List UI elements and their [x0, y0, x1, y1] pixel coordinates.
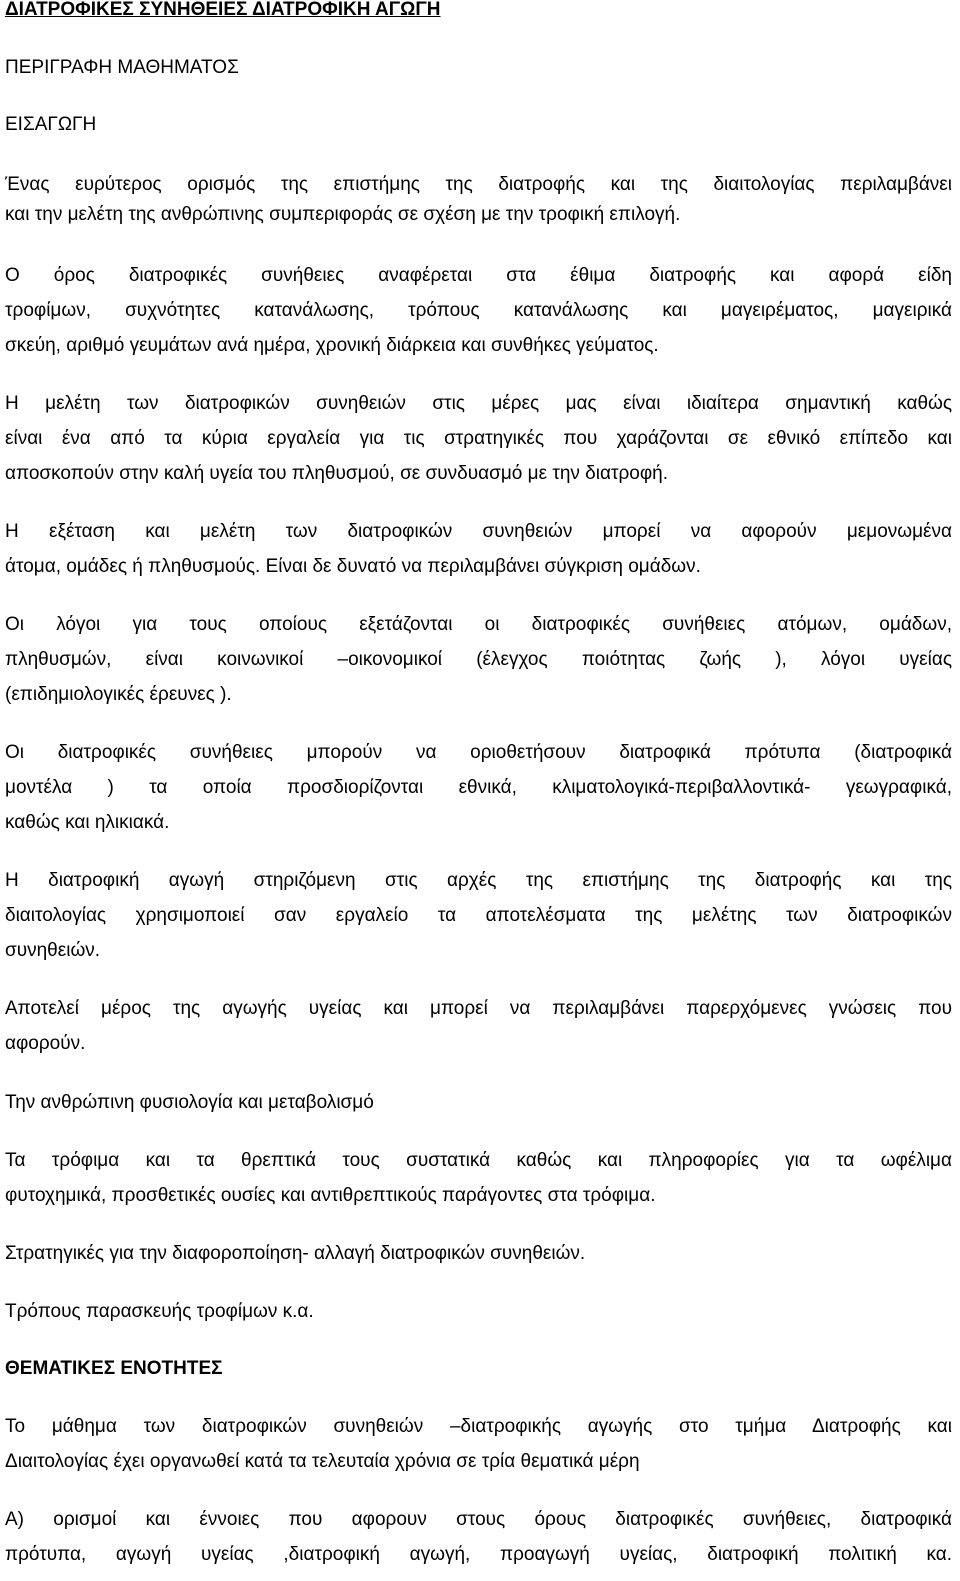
text-line: Ένας ευρύτερος ορισμός της επιστήμης της διατροφής και της διαιτολογίας περιλαμβάνει: [5, 174, 952, 195]
document-title: ΔΙΑΤΡΟΦΙΚΕΣ ΣΥΝΗΘΕΙΕΣ ΔΙΑΤΡΟΦΙΚΗ ΑΓΩΓΗ: [5, 0, 441, 20]
text-line: Οι λόγοι για τους οποίους εξετάζονται οι διατροφικές συνήθειες ατόμων, ομάδων,: [5, 614, 952, 635]
intro-heading: ΕΙΣΑΓΩΓΗ: [5, 114, 97, 135]
text-line: συνηθειών.: [5, 940, 101, 961]
course-description-heading: ΠΕΡΙΓΡΑΦΗ ΜΑΘΗΜΑΤΟΣ: [5, 57, 239, 78]
text-line: καθώς και ηλικιακά.: [5, 812, 170, 833]
text-line: αφορούν.: [5, 1033, 86, 1054]
text-line: Την ανθρώπινη φυσιολογία και μεταβολισμό: [5, 1092, 374, 1113]
text-line: Τα τρόφιμα και τα θρεπτικά τους συστατικά καθώς και πληροφορίες για τα ωφέλιμα: [5, 1150, 952, 1171]
text-line: σκεύη, αριθμό γευμάτων ανά ημέρα, χρονική διάρκεια και συνθήκες γεύματος.: [5, 335, 659, 356]
text-line: Στρατηγικές για την διαφοροποίηση- αλλαγή διατροφικών συνηθειών.: [5, 1243, 586, 1264]
text-line: πληθυσμών, είναι κοινωνικοί –οικονομικοί (έλεγχος ποιότητας ζωής ), λόγοι υγείας: [5, 649, 952, 670]
text-line: άτομα, ομάδες ή πληθυσμούς. Είναι δε δυνατό να περιλαμβάνει σύγκριση ομάδων.: [5, 556, 701, 577]
text-line: φυτοχημικά, προσθετικές ουσίες και αντιθρεπτικούς παράγοντες στα τρόφιμα.: [5, 1185, 656, 1206]
text-line: Α) ορισμοί και έννοιες που αφορουν στους όρους διατροφικές συνήθειες, διατροφικά: [5, 1509, 952, 1530]
text-line: (επιδημιολογικές έρευνες ).: [5, 684, 232, 705]
text-line: και την μελέτη της ανθρώπινης συμπεριφοράς σε σχέση με την τροφική επιλογή.: [5, 204, 681, 225]
text-line: μοντέλα ) τα οποία προσδιορίζονται εθνικά, κλιματολογικά-περιβαλλοντικά- γεωγραφικά,: [5, 777, 952, 798]
text-line: Αποτελεί μέρος της αγωγής υγείας και μπορεί να περιλαμβάνει παρερχόμενες γνώσεις που: [5, 998, 952, 1019]
text-line: Η εξέταση και μελέτη των διατροφικών συνηθειών μπορεί να αφορούν μεμονωμένα: [5, 521, 952, 542]
text-line: τροφίμων, συχνότητες κατανάλωσης, τρόπους κατανάλωσης και μαγειρέματος, μαγειρικά: [5, 300, 952, 321]
text-line: Τρόπους παρασκευής τροφίμων κ.α.: [5, 1301, 314, 1322]
text-line: διαιτολογίας χρησιμοποιεί σαν εργαλείο τα αποτελέσματα της μελέτης των διατροφικών: [5, 905, 952, 926]
text-line: πρότυπα, αγωγή υγείας ,διατροφική αγωγή, προαγωγή υγείας, διατροφική πολιτική κα.: [5, 1544, 952, 1565]
text-line: είναι ένα από τα κύρια εργαλεία για τις στρατηγικές που χαράζονται σε εθνικό επίπεδο και: [5, 428, 952, 449]
text-line: αποσκοπούν στην καλή υγεία του πληθυσμού, σε συνδυασμό με την διατροφή.: [5, 463, 669, 484]
text-line: Οι διατροφικές συνήθειες μπορούν να οριοθετήσουν διατροφικά πρότυπα (διατροφικά: [5, 742, 952, 763]
text-line: Ο όρος διατροφικές συνήθειες αναφέρεται στα έθιμα διατροφής και αφορά είδη: [5, 265, 952, 286]
thematic-units-heading: ΘΕΜΑΤΙΚΕΣ ΕΝΟΤΗΤΕΣ: [5, 1358, 223, 1379]
text-line: Η μελέτη των διατροφικών συνηθειών στις μέρες μας είναι ιδιαίτερα σημαντική καθώς: [5, 393, 952, 414]
text-line: Το μάθημα των διατροφικών συνηθειών –διατροφικής αγωγής στο τμήμα Διατροφής και: [5, 1416, 952, 1437]
text-line: Η διατροφική αγωγή στηριζόμενη στις αρχές της επιστήμης της διατροφής και της: [5, 870, 952, 891]
text-line: Διαιτολογίας έχει οργανωθεί κατά τα τελευταία χρόνια σε τρία θεματικά μέρη: [5, 1451, 640, 1472]
